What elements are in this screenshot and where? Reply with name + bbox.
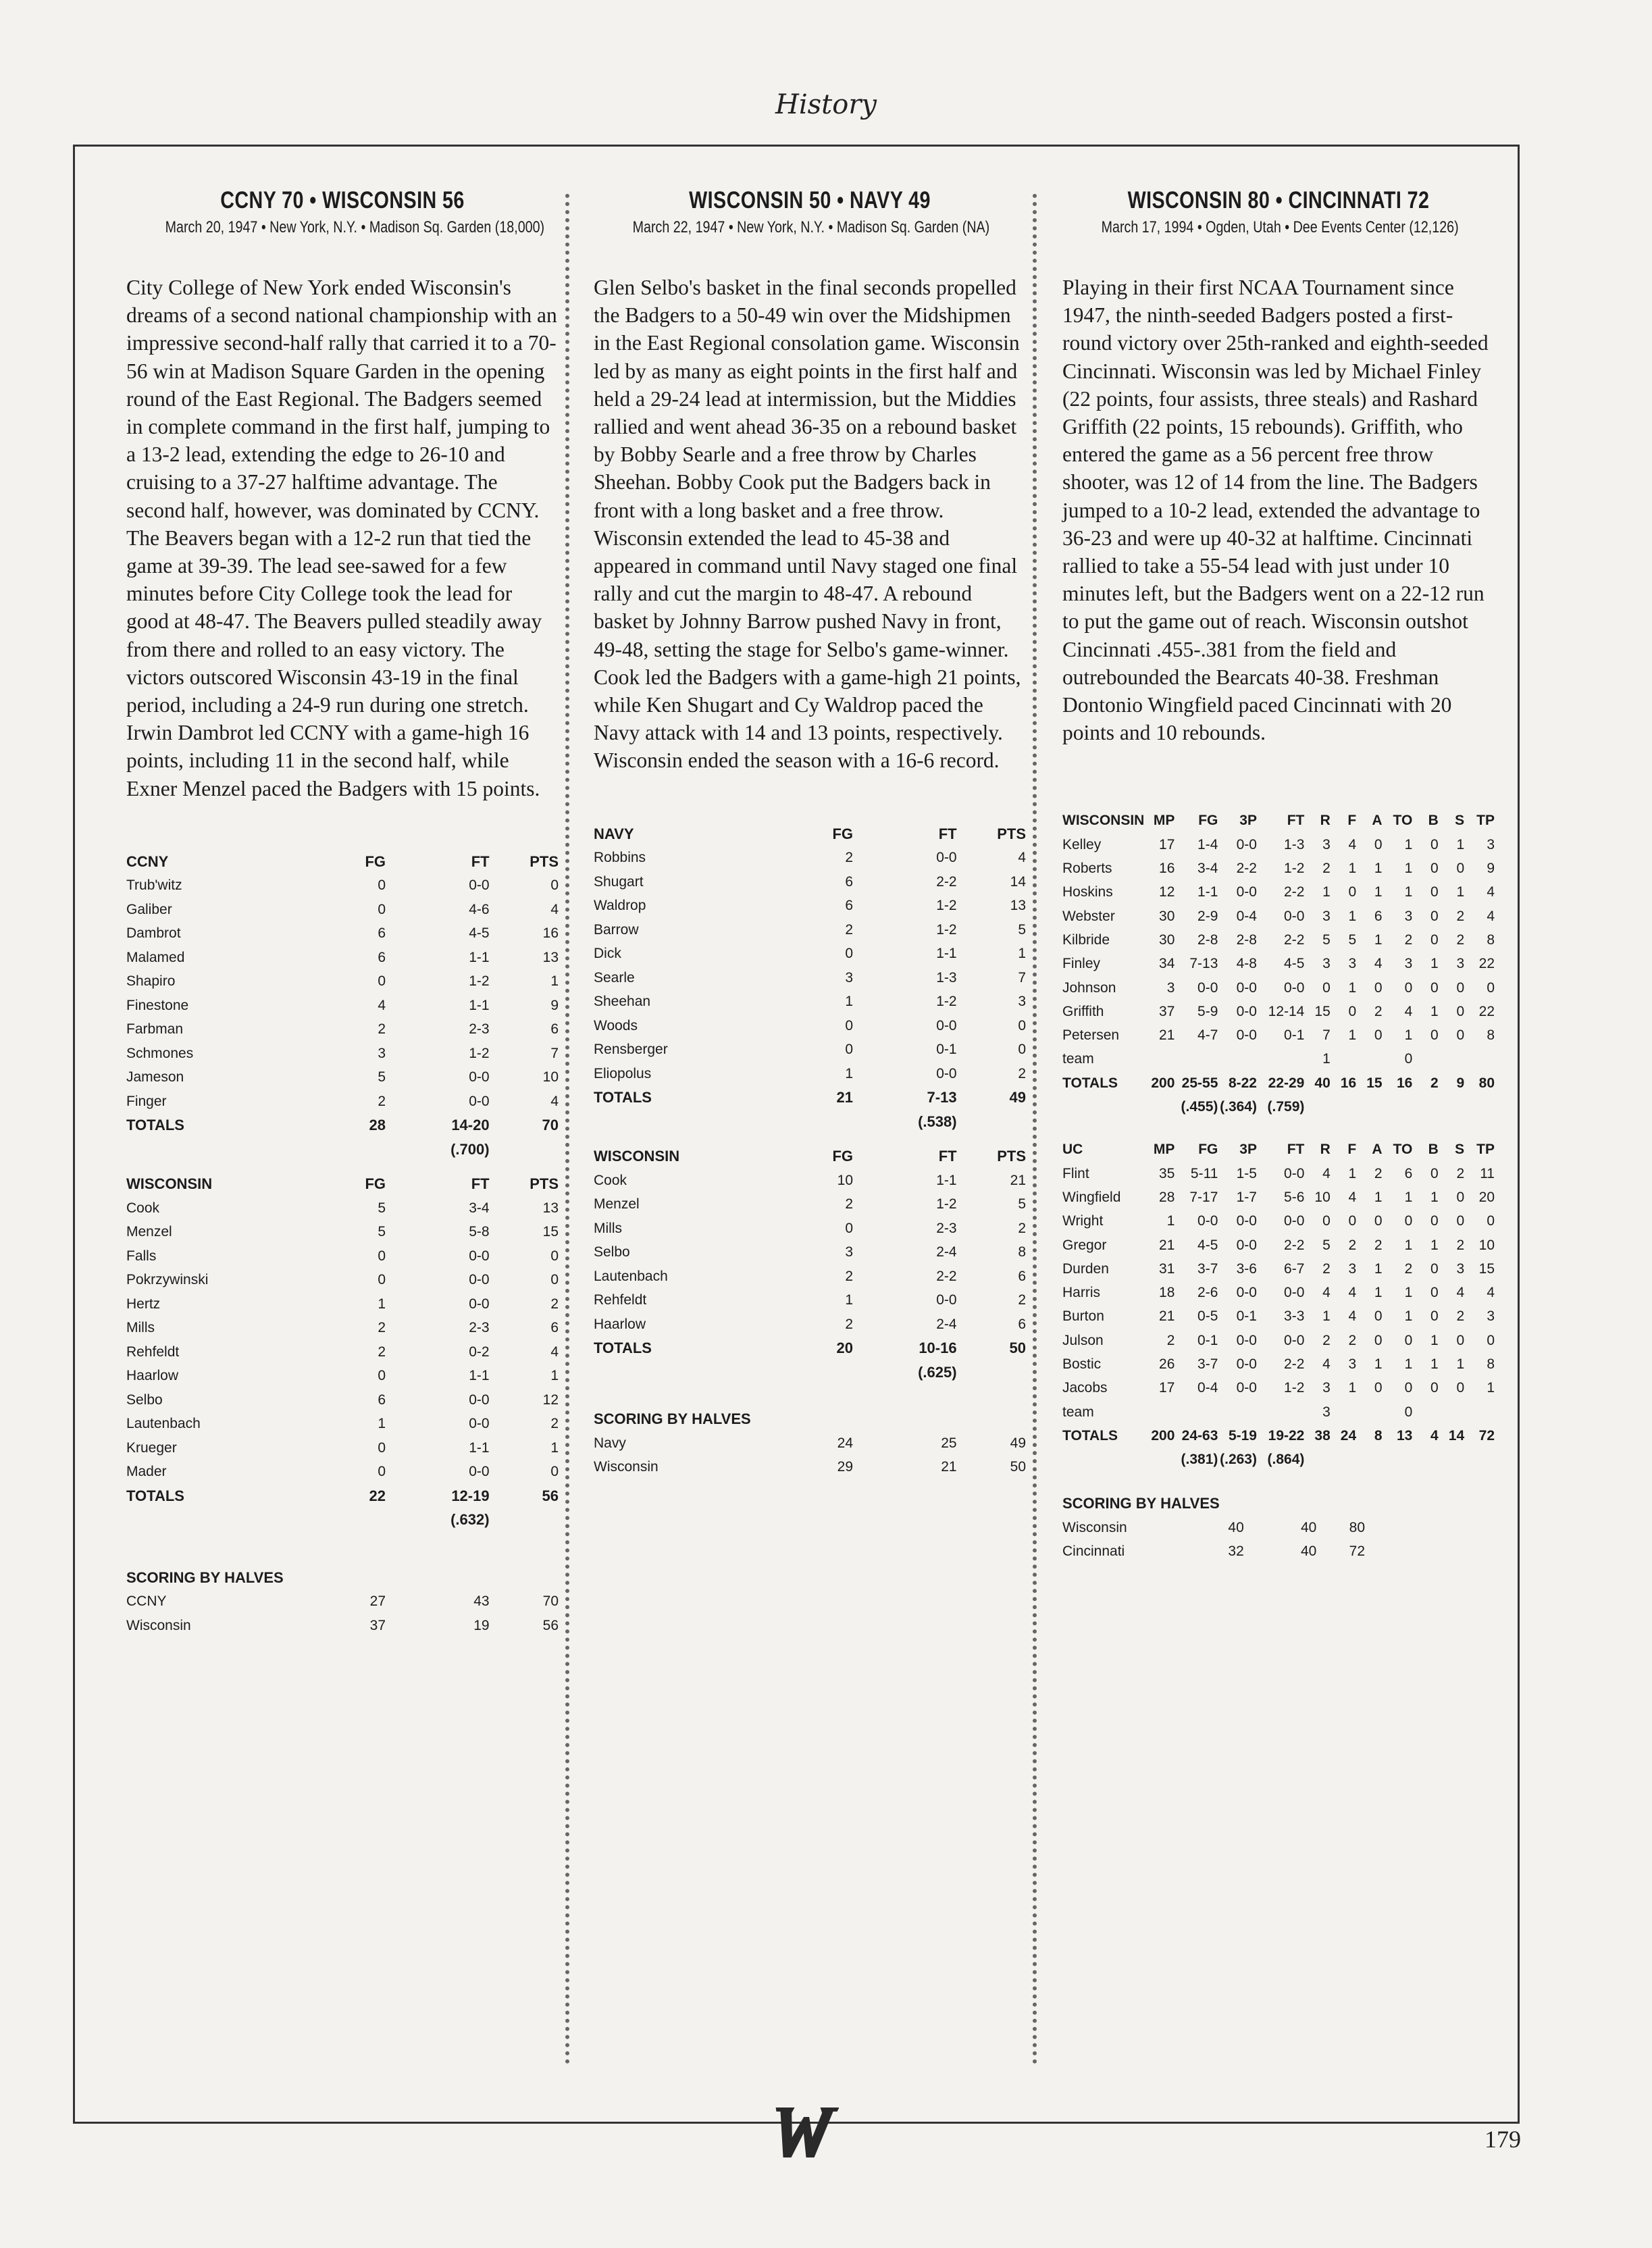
game-wisconsin-cincinnati <box>1062 187 1495 1564</box>
box-score-cincinnati <box>1062 1138 1495 1471</box>
table-row: Bostic 26 3-7 0-0 2-2 4 3 1 1 1 1 8 <box>1062 1356 1495 1372</box>
game-subtitle: March 20, 1947 • New York, N.Y. • Madison Sq. Garden (18,000) <box>165 218 545 236</box>
box-score-wisconsin <box>1062 809 1495 1119</box>
table-row: Menzel 5 5-8 15 <box>126 1224 559 1240</box>
table-row: Griffith 37 5-9 0-0 12-14 15 0 2 4 1 0 22 <box>1062 1003 1495 1019</box>
table-row: Cook 5 3-4 13 <box>126 1200 559 1216</box>
totals-row: TOTALS 200 24-63 5-19 19-22 38 24 8 13 4 14 72 <box>1062 1427 1495 1444</box>
table-row: Navy 24 25 49 <box>594 1435 1026 1451</box>
table-row: Waldrop 6 1-2 13 <box>594 898 1026 914</box>
percentage-row: (.538) <box>918 1113 957 1130</box>
percentage-row: (.455) (.364) (.759) <box>1181 1099 1305 1115</box>
column-divider <box>565 194 569 2065</box>
percentage-row: (.625) <box>918 1363 957 1381</box>
game-wisconsin-navy <box>594 187 1026 1479</box>
table-row: Searle 3 1-3 7 <box>594 969 1026 986</box>
totals-row: TOTALS 21 7-13 49 <box>594 1089 1026 1106</box>
table-row: Selbo 6 0-0 12 <box>126 1391 559 1408</box>
scoring-title: SCORING BY HALVES <box>1062 1495 1220 1512</box>
totals-row: TOTALS 22 12-19 56 <box>126 1487 559 1504</box>
table-row: Mills 0 2-3 2 <box>594 1220 1026 1236</box>
table-row: Finley 34 7-13 4-8 4-5 3 3 4 3 1 3 22 <box>1062 956 1495 972</box>
table-row: Durden 31 3-7 3-6 6-7 2 3 1 2 0 3 15 <box>1062 1260 1495 1277</box>
table-row: Webster 30 2-9 0-4 0-0 3 1 6 3 0 2 4 <box>1062 908 1495 924</box>
box-score-wisconsin <box>594 1144 1026 1384</box>
table-row: Wingfield 28 7-17 1-7 5-6 10 4 1 1 1 0 20 <box>1062 1189 1495 1205</box>
table-row: Malamed 6 1-1 13 <box>126 949 559 965</box>
table-row: Haarlow 2 2-4 6 <box>594 1316 1026 1332</box>
table-row: Hertz 1 0-0 2 <box>126 1296 559 1312</box>
game-recap: City College of New York ended Wisconsin's dreams of a second national championship with an impressive second-half rally that carried it to a 70-56 win at Madison Square Garden in the opening round of the East Regional. The Badgers seemed in complete command in the first half, jumping to a 13-2 lead, extending the edge to 26-10 and cruising to a 37-27 halftime advantage. The second half, however, was dominated by CCNY. The Beavers began with a 12-2 run that tied the game at 39-39. The lead see-sawed for a few minutes before City College took the lead for good at 48-47. The Beavers pulled steadily away from there and rolled to an easy victory. The victors outscored Wisconsin 43-19 in the final period, including a 24-9 run during one stretch. Irwin Dambrot led CCNY with a game-high 16 points, including 11 in the second half, while Exner Menzel paced the Badgers with 15 points. <box>126 276 557 800</box>
percentage-row: (.381) (.263) (.864) <box>1181 1452 1305 1468</box>
page-header: History <box>775 89 877 120</box>
table-row: team 1 0 <box>1062 1051 1413 1067</box>
table-row: Harris 18 2-6 0-0 0-0 4 4 1 1 0 4 4 <box>1062 1285 1495 1301</box>
totals-row: TOTALS 28 14-20 70 <box>126 1117 559 1134</box>
table-row: Eliopolus 1 0-0 2 <box>594 1065 1026 1081</box>
page-number: 179 <box>1485 2126 1521 2153</box>
table-row: Farbman 2 2-3 6 <box>126 1021 559 1038</box>
table-row: Burton 21 0-5 0-1 3-3 1 4 0 1 0 2 3 <box>1062 1308 1495 1325</box>
table-row: Trub'witz 0 0-0 0 <box>126 877 559 894</box>
table-row: Rensberger 0 0-1 0 <box>594 1042 1026 1058</box>
scoring-by-halves <box>594 1407 1026 1479</box>
table-row: Dambrot 6 4-5 16 <box>126 925 559 942</box>
table-row: Finestone 4 1-1 9 <box>126 997 559 1013</box>
content-frame <box>73 145 1520 2124</box>
table-header: WISCONSIN FG FT PTS <box>594 1148 1026 1165</box>
game-recap: Glen Selbo's basket in the final seconds propelled the Badgers to a 50-49 win over the Midshipmen in the East Regional consolation game. Wisconsin led by as many as eight points in the first half and held a 29-24 lead at intermission, but the Middies rallied and went ahead 36-35 on a rebound basket by Bobby Searle and a free throw by Charles Sheehan. Bobby Cook put the Badgers back in front with a long basket and a free throw. Wisconsin extended the lead to 45-38 and appeared in command until Navy staged one final rally and cut the margin to 48-47. A rebound basket by Johnny Barrow pushed Navy in front, 49-48, setting the stage for Selbo's game-winner. Cook led the Badgers with a game-high 21 points, while Ken Shugart and Cy Waldrop paced the Navy attack with 14 and 13 points, respectively. Wisconsin ended the season with a 16-6 record. <box>594 276 1021 773</box>
scoring-title: SCORING BY HALVES <box>126 1568 284 1586</box>
game-title: WISCONSIN 50 • NAVY 49 <box>689 187 931 213</box>
box-score-navy <box>594 822 1026 1134</box>
table-row: Jameson 5 0-0 10 <box>126 1069 559 1085</box>
table-row: Hoskins 12 1-1 0-0 2-2 1 0 1 1 0 1 4 <box>1062 884 1495 900</box>
table-row: Kelley 17 1-4 0-0 1-3 3 4 0 1 0 1 3 <box>1062 836 1495 852</box>
table-row: team 3 0 <box>1062 1404 1413 1420</box>
table-header: CCNY FG FT PTS <box>126 852 559 870</box>
table-row: Dick 0 1-1 1 <box>594 946 1026 962</box>
table-row: Selbo 3 2-4 8 <box>594 1244 1026 1260</box>
table-row: Cook 10 1-1 21 <box>594 1172 1026 1188</box>
table-row: Flint 35 5-11 1-5 0-0 4 1 2 6 0 2 11 <box>1062 1165 1495 1181</box>
table-row: Robbins 2 0-0 4 <box>594 850 1026 866</box>
table-row: Wisconsin 40 40 80 <box>1062 1519 1365 1535</box>
table-header: WISCONSIN FG FT PTS <box>126 1175 559 1193</box>
table-row: Rehfeldt 1 0-0 2 <box>594 1292 1026 1308</box>
game-ccny-wisconsin <box>126 187 559 1637</box>
table-row: Wright 1 0-0 0-0 0-0 0 0 0 0 0 0 0 <box>1062 1213 1495 1229</box>
box-score-wisconsin <box>126 1172 559 1532</box>
table-row: Galiber 0 4-6 4 <box>126 901 559 917</box>
table-row: Roberts 16 3-4 2-2 1-2 2 1 1 1 0 0 9 <box>1062 861 1495 877</box>
table-header: UC MP FG 3P FT R F A TO B S TP <box>1062 1142 1495 1158</box>
game-title: CCNY 70 • WISCONSIN 56 <box>220 187 465 213</box>
table-row: Gregor 21 4-5 0-0 2-2 5 2 2 1 1 2 10 <box>1062 1237 1495 1253</box>
table-row: Barrow 2 1-2 5 <box>594 921 1026 938</box>
game-subtitle: March 17, 1994 • Ogden, Utah • Dee Events Center (12,126) <box>1101 218 1459 236</box>
table-row: Shapiro 0 1-2 1 <box>126 973 559 990</box>
scoring-by-halves <box>1062 1491 1365 1564</box>
column-divider <box>1033 194 1037 2065</box>
table-row: Menzel 2 1-2 5 <box>594 1196 1026 1212</box>
game-recap: Playing in their first NCAA Tournament since 1947, the ninth-seeded Badgers posted a first-round victory over 25th-ranked and eighth-seeded Cincinnati. Wisconsin was led by Michael Finley (22 points, four assists, three steals) and Rashard Griffith (22 points, 15 rebounds). Griffith, who entered the game as a 56 percent free throw shooter, was 12 of 14 from the line. The Badgers jumped to a 10-2 lead, extended the advantage to 36-23 and were up 40-32 at halftime. Cincinnati rallied to take a 55-54 lead with just under 10 minutes left, but the Badgers went on a 22-12 run to put the game out of reach. Wisconsin outshot Cincinnati .455-.381 from the field and outrebounded the Bearcats 40-38. Freshman Dontonio Wingfield paced Cincinnati with 20 points and 10 rebounds. <box>1062 276 1489 745</box>
percentage-row: (.632) <box>450 1511 490 1529</box>
table-row: Shugart 6 2-2 14 <box>594 873 1026 890</box>
table-row: Woods 0 0-0 0 <box>594 1017 1026 1033</box>
table-row: Sheehan 1 1-2 3 <box>594 994 1026 1010</box>
table-header: NAVY FG FT PTS <box>594 825 1026 842</box>
table-row: Julson 2 0-1 0-0 0-0 2 2 0 0 1 0 0 <box>1062 1332 1495 1348</box>
game-title: WISCONSIN 80 • CINCINNATI 72 <box>1127 187 1430 213</box>
scoring-by-halves <box>126 1566 559 1638</box>
table-row: Rehfeldt 2 0-2 4 <box>126 1344 559 1360</box>
table-row: Kilbride 30 2-8 2-8 2-2 5 5 1 2 0 2 8 <box>1062 931 1495 948</box>
table-row: Wisconsin 37 19 56 <box>126 1617 559 1633</box>
table-row: Lautenbach 2 2-2 6 <box>594 1268 1026 1284</box>
table-row: Lautenbach 1 0-0 2 <box>126 1416 559 1432</box>
table-row: Johnson 3 0-0 0-0 0-0 0 1 0 0 0 0 0 <box>1062 979 1495 996</box>
table-row: Pokrzywinski 0 0-0 0 <box>126 1272 559 1288</box>
game-subtitle: March 22, 1947 • New York, N.Y. • Madison Sq. Garden (NA) <box>632 218 990 236</box>
table-row: Falls 0 0-0 0 <box>126 1248 559 1264</box>
totals-row: TOTALS 20 10-16 50 <box>594 1339 1026 1357</box>
table-row: Haarlow 0 1-1 1 <box>126 1368 559 1384</box>
motion-w-logo-icon <box>765 2102 839 2163</box>
percentage-row: (.700) <box>450 1140 490 1158</box>
table-row: Mills 2 2-3 6 <box>126 1320 559 1336</box>
table-row: Cincinnati 32 40 72 <box>1062 1543 1365 1560</box>
table-row: Mader 0 0-0 0 <box>126 1464 559 1480</box>
table-header: WISCONSIN MP FG 3P FT R F A TO B S TP <box>1062 813 1495 829</box>
table-row: Finger 2 0-0 4 <box>126 1093 559 1109</box>
table-row: Jacobs 17 0-4 0-0 1-2 3 1 0 0 0 0 1 <box>1062 1380 1495 1396</box>
table-row: Krueger 0 1-1 1 <box>126 1439 559 1456</box>
table-row: Petersen 21 4-7 0-0 0-1 7 1 0 1 0 0 8 <box>1062 1027 1495 1044</box>
totals-row: TOTALS 200 25-55 8-22 22-29 40 16 15 16 2 9 80 <box>1062 1075 1495 1091</box>
box-score-ccny <box>126 850 559 1162</box>
table-row: Wisconsin 29 21 50 <box>594 1459 1026 1475</box>
table-row: CCNY 27 43 70 <box>126 1593 559 1610</box>
table-row: Schmones 3 1-2 7 <box>126 1045 559 1061</box>
scoring-title: SCORING BY HALVES <box>594 1410 751 1428</box>
